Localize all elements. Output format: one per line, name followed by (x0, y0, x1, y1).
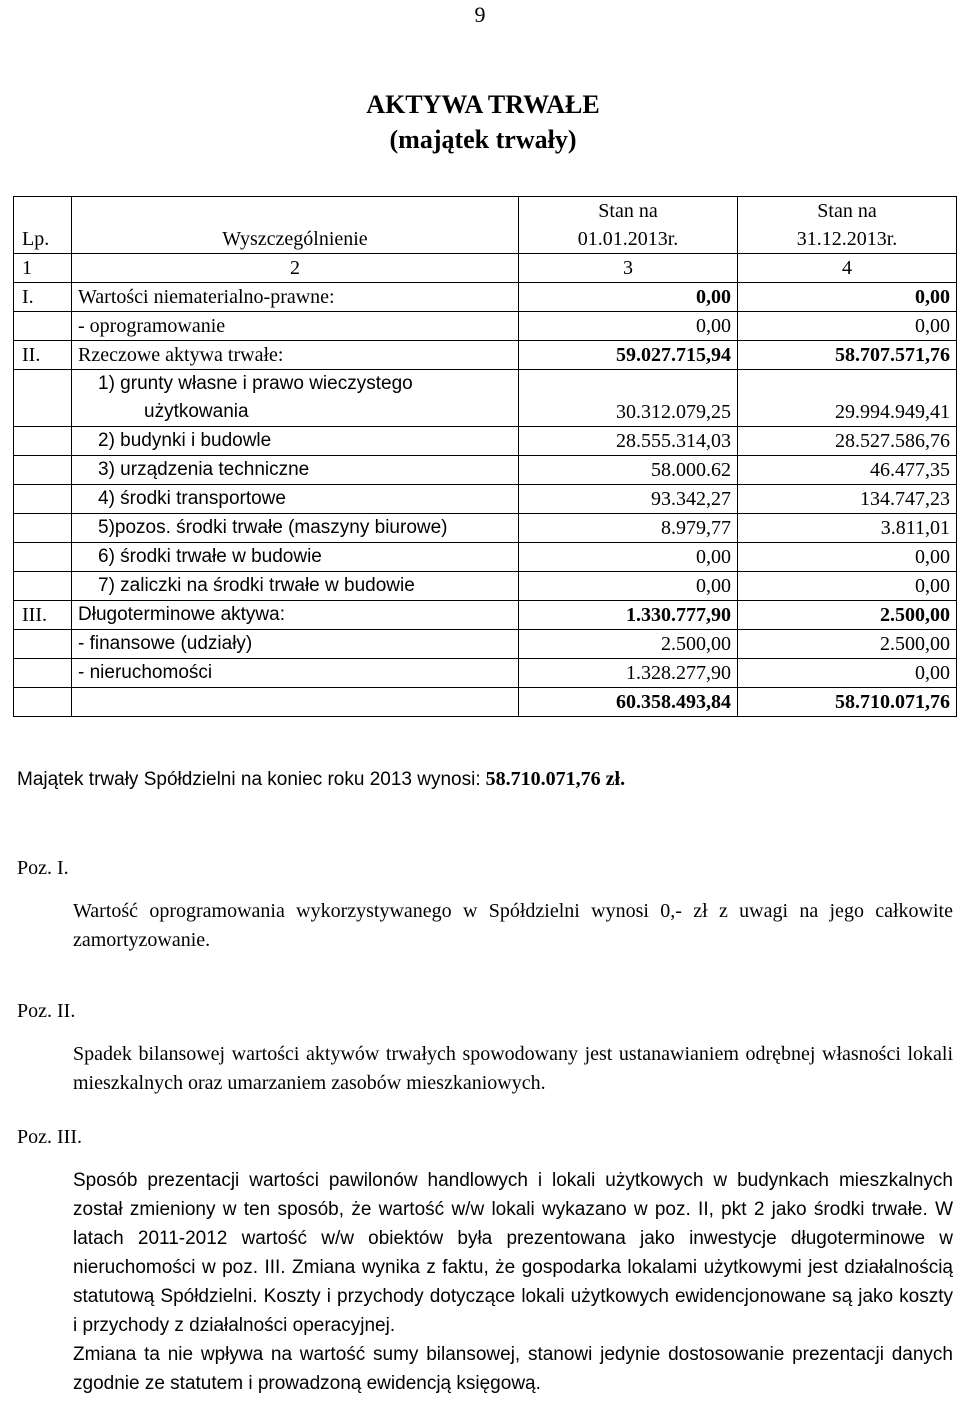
row-end-value: 58.707.571,76 (738, 341, 957, 370)
row-description: Wartości niematerialno-prawne: (72, 283, 519, 312)
row-start-value: 0,00 (519, 312, 738, 341)
row-end-value: 0,00 (738, 572, 957, 601)
table-row (14, 485, 957, 514)
total-row (14, 688, 957, 717)
row-description: 5)pozos. środki trwałe (maszyny biurowe) (72, 514, 519, 543)
note-text-3-para2: Zmiana ta nie wpływa na wartość sumy bilansowej, stanowi jedynie dostosowanie prezentacji danych zgodnie ze statutem i prowadzoną ewidencją księgową. (73, 1344, 953, 1394)
header-end-line1: Stan na (817, 200, 877, 222)
row-end-value: 28.527.586,76 (738, 427, 957, 456)
row-lp (14, 456, 72, 485)
row-description: 7) zaliczki na środki trwałe w budowie (72, 572, 519, 601)
row-description (72, 370, 519, 427)
row-start-value: 59.027.715,94 (519, 341, 738, 370)
row-description: 3) urządzenia techniczne (72, 456, 519, 485)
header-lp: Lp. (14, 197, 72, 254)
page-title: AKTYWA TRWAŁE (366, 90, 600, 119)
assets-table (13, 196, 957, 717)
row-start-value: 58.000.62 (519, 456, 738, 485)
row-end-value: 46.477,35 (738, 456, 957, 485)
header-description: Wyszczególnienie (72, 197, 519, 254)
row-description: - finansowe (udziały) (72, 630, 519, 659)
row-description (72, 688, 519, 717)
note-text-3-para1: Sposób prezentacji wartości pawilonów handlowych i lokali użytkowych w budynkach mieszkalnych został zmieniony w ten sposób, że wartość w/w lokali wykazano w poz. II, pkt 2 jako środki trwałe. W latach 2011-2012 wartość w/w obiektów była prezentowana jako inwestycje długoterminowe w nieruchomości w poz. III. Zmiana wynika z faktu, że gospodarka lokalami użytkowymi jest działalnością statutową Spółdzielni. Koszty i przychody dotyczące lokali użytkowych ewidencjonowane są jako koszty i przychody z działalności operacyjnej. (73, 1170, 953, 1336)
row-lp (14, 427, 72, 456)
row-description: - nieruchomości (72, 659, 519, 688)
row-lp (14, 572, 72, 601)
col-num-1: 1 (14, 254, 72, 283)
table-row (14, 630, 957, 659)
row-lp (14, 485, 72, 514)
row-start-value: 1.328.277,90 (519, 659, 738, 688)
row-start-value: 30.312.079,25 (519, 370, 738, 427)
summary-value: 58.710.071,76 zł. (485, 768, 626, 790)
row-end-value: 2.500,00 (738, 630, 957, 659)
row-lp (14, 659, 72, 688)
row-description: Rzeczowe aktywa trwałe: (72, 341, 519, 370)
row-lp (14, 630, 72, 659)
table-row (14, 370, 957, 427)
note-text-2: Spadek bilansowej wartości aktywów trwałych spowodowany jest ustanawianiem odrębnej własności lokali mieszkalnych oraz umarzaniem zasobów mieszkaniowych. (73, 1043, 953, 1094)
note-text-1: Wartość oprogramowania wykorzystywanego w Spółdzielni wynosi 0,- zł z uwagi na jego całkowite zamortyzowanie. (73, 900, 953, 951)
row-start-value: 0,00 (519, 543, 738, 572)
row-lp (14, 543, 72, 572)
row-start-value: 93.342,27 (519, 485, 738, 514)
table-header-row (14, 197, 957, 254)
table-row (14, 312, 957, 341)
table-row (14, 659, 957, 688)
row-end-value: 2.500,00 (738, 601, 957, 630)
col-num-4: 4 (738, 254, 957, 283)
row-lp: III. (14, 601, 72, 630)
row-lp: I. (14, 283, 72, 312)
row-start-value: 2.500,00 (519, 630, 738, 659)
summary-label: Majątek trwały Spółdzielni na koniec roku 2013 wynosi: (17, 769, 481, 790)
page-subtitle: (majątek trwały) (389, 125, 577, 154)
row-start-value: 0,00 (519, 283, 738, 312)
row-end-value: 0,00 (738, 659, 957, 688)
row-description: 6) środki trwałe w budowie (72, 543, 519, 572)
page-number: 9 (474, 2, 486, 27)
header-start-line2: 01.01.2013r. (577, 228, 679, 250)
header-start-line1: Stan na (598, 200, 658, 222)
row-lp (14, 514, 72, 543)
total-start-value: 60.358.493,84 (519, 688, 738, 717)
table-row (14, 427, 957, 456)
row-end-value: 3.811,01 (738, 514, 957, 543)
header-end-line2: 31.12.2013r. (796, 228, 898, 250)
table-row (14, 456, 957, 485)
row-start-value: 28.555.314,03 (519, 427, 738, 456)
row-end-value: 0,00 (738, 283, 957, 312)
col-num-3: 3 (519, 254, 738, 283)
header-end-balance (738, 197, 957, 254)
row-end-value: 0,00 (738, 312, 957, 341)
table-row (14, 341, 957, 370)
row-description: 4) środki transportowe (72, 485, 519, 514)
table-row (14, 601, 957, 630)
note-heading-1: Poz. I. (17, 857, 69, 879)
table-row (14, 572, 957, 601)
row-description: - oprogramowanie (72, 312, 519, 341)
row-lp: II. (14, 341, 72, 370)
row-start-value: 0,00 (519, 572, 738, 601)
table-row (14, 283, 957, 312)
row-description-line1: 1) grunty własne i prawo wieczystego (98, 373, 413, 394)
row-start-value: 8.979,77 (519, 514, 738, 543)
table-row (14, 514, 957, 543)
row-end-value: 134.747,23 (738, 485, 957, 514)
summary-line (17, 768, 625, 791)
row-lp (14, 312, 72, 341)
row-lp (14, 370, 72, 427)
header-start-balance (519, 197, 738, 254)
row-start-value: 1.330.777,90 (519, 601, 738, 630)
table-row (14, 543, 957, 572)
note-heading-3: Poz. III. (17, 1126, 82, 1148)
total-end-value: 58.710.071,76 (738, 688, 957, 717)
note-heading-2: Poz. II. (17, 1000, 76, 1022)
row-description: Długoterminowe aktywa: (72, 601, 519, 630)
row-description: 2) budynki i budowle (72, 427, 519, 456)
row-description-line2: użytkowania (144, 401, 249, 422)
row-end-value: 29.994.949,41 (738, 370, 957, 427)
row-lp (14, 688, 72, 717)
column-number-row (14, 254, 957, 283)
row-end-value: 0,00 (738, 543, 957, 572)
note-text-3 (73, 1166, 953, 1398)
col-num-2: 2 (72, 254, 519, 283)
